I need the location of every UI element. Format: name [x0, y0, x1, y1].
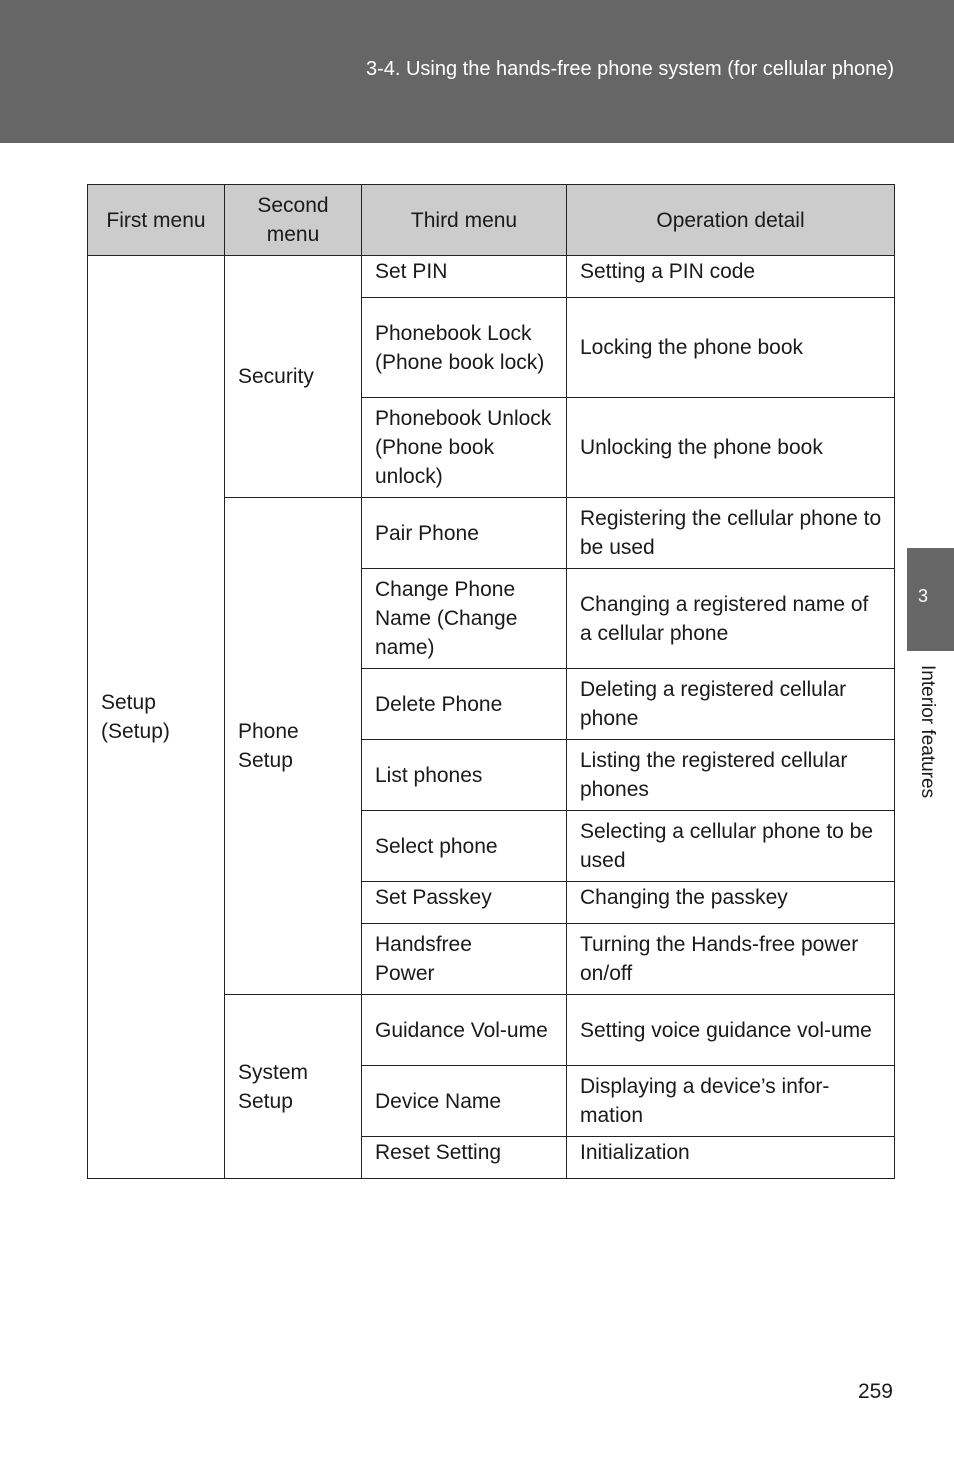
third-menu-cell: Phonebook Lock (Phone book lock)	[362, 298, 567, 398]
chapter-number: 3	[917, 586, 928, 606]
detail-cell: Registering the cellular phone to be used	[567, 498, 895, 569]
detail-cell: Listing the registered cellular phones	[567, 740, 895, 811]
third-menu-cell: Delete Phone	[362, 669, 567, 740]
third-menu-cell: Set Passkey	[362, 882, 567, 924]
detail-cell: Setting a PIN code	[567, 256, 895, 298]
third-menu-cell: Change Phone Name (Change name)	[362, 569, 567, 669]
detail-cell: Unlocking the phone book	[567, 398, 895, 498]
detail-cell: Changing a registered name of a cellular phone	[567, 569, 895, 669]
column-header-first-menu: First menu	[88, 185, 225, 256]
second-menu-cell: Phone Setup	[225, 498, 362, 995]
third-menu-cell: Phonebook Unlock (Phone book unlock)	[362, 398, 567, 498]
detail-cell: Turning the Hands-free power on/off	[567, 924, 895, 995]
third-menu-cell: Reset Setting	[362, 1137, 567, 1179]
second-menu-cell: System Setup	[225, 995, 362, 1179]
detail-cell: Changing the passkey	[567, 882, 895, 924]
detail-cell: Deleting a registered cellular phone	[567, 669, 895, 740]
third-menu-cell: List phones	[362, 740, 567, 811]
menu-table	[87, 184, 895, 1179]
section-title: 3-4. Using the hands-free phone system (for cellular phone)	[365, 58, 894, 80]
detail-cell: Displaying a device’s infor-mation	[567, 1066, 895, 1137]
third-menu-cell: Select phone	[362, 811, 567, 882]
column-header-operation-detail: Operation detail	[567, 185, 895, 256]
third-menu-cell: Guidance Vol-ume	[362, 995, 567, 1066]
detail-cell: Initialization	[567, 1137, 895, 1179]
table-row	[88, 256, 895, 298]
chapter-label: Interior features	[917, 665, 938, 799]
column-header-second-menu: Second menu	[225, 185, 362, 256]
third-menu-cell: Pair Phone	[362, 498, 567, 569]
detail-cell: Locking the phone book	[567, 298, 895, 398]
third-menu-cell: Device Name	[362, 1066, 567, 1137]
detail-cell: Selecting a cellular phone to be used	[567, 811, 895, 882]
page-header	[0, 0, 954, 143]
third-menu-cell: Handsfree Power	[362, 924, 567, 995]
chapter-tab	[907, 548, 954, 651]
table-header-row	[88, 185, 895, 256]
second-menu-cell: Security	[225, 256, 362, 498]
third-menu-cell: Set PIN	[362, 256, 567, 298]
column-header-third-menu: Third menu	[362, 185, 567, 256]
page-number: 259	[857, 1380, 893, 1403]
detail-cell: Setting voice guidance vol-ume	[567, 995, 895, 1066]
first-menu-cell: Setup (Setup)	[88, 256, 225, 1179]
